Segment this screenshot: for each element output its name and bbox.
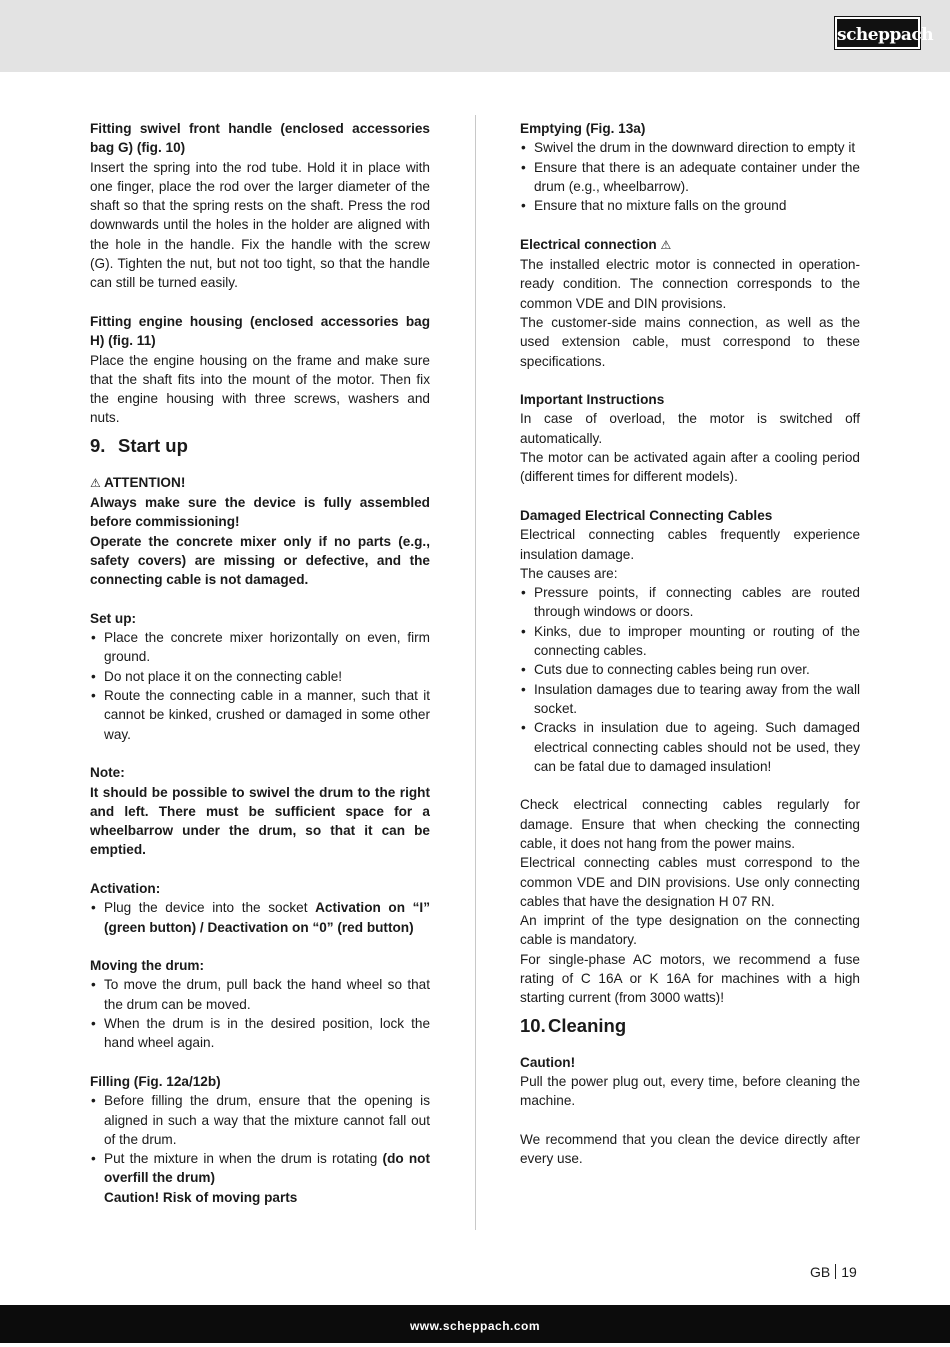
list-item: • Ensure that no mixture falls on the ground — [520, 196, 860, 215]
note-heading: Note: — [90, 765, 125, 781]
caution-text: Pull the power plug out, every time, before cleaning the machine. — [520, 1073, 860, 1109]
emptying-heading: Emptying (Fig. 13a) — [520, 121, 646, 136]
check-cables-text-2: Electrical connecting cables must correspond to the common VDE and DIN provisions. Use only connecting cables that have the designation H 07 RN. — [520, 855, 860, 909]
check-cables-text-3: An imprint of the type designation on the connecting cable is mandatory. — [520, 913, 860, 948]
engine-housing-heading: Fitting engine housing (enclosed accessories bag H) (fig. 11) — [90, 313, 430, 349]
important-heading: Important Instructions — [520, 392, 665, 408]
electrical-text-2: The customer-side mains connection, as well as the used extension cable, must correspond to these specifications. — [520, 314, 860, 369]
electrical-text-1: The installed electric motor is connected in operation-ready condition. The connection corresponds to the common VDE and DIN provisions. — [520, 257, 860, 311]
damaged-cables-list — [520, 583, 860, 776]
filling-heading: Filling (Fig. 12a/12b) — [90, 1073, 221, 1089]
setup-heading: Set up: — [90, 610, 137, 626]
moving-drum-heading: Moving the drum: — [90, 958, 205, 974]
list-item: • Route the connecting cable in a manner, such that it cannot be kinked, crushed or damaged in some other way. — [90, 686, 430, 744]
footer-url[interactable]: www.scheppach.com — [409, 1319, 541, 1333]
list-item: • Cracks in insulation due to ageing. Such damaged electrical connecting cables should not be used, they can be fatal due to damaged insulation! — [520, 718, 860, 776]
filling-caution: Caution! Risk of moving parts — [104, 1189, 298, 1205]
damaged-cables-text-1: Electrical connecting cables frequently experience insulation damage. — [520, 527, 860, 562]
emptying-list — [520, 138, 860, 215]
activation-heading: Activation: — [90, 880, 161, 896]
list-item: • Before filling the drum, ensure that the opening is aligned in such a way that the mixture cannot fall out of the drum. — [90, 1091, 430, 1149]
filling-list — [90, 1091, 430, 1207]
recommend-text: We recommend that you clean the device directly after every use. — [520, 1131, 860, 1167]
attention-label: ⚠ ATTENTION! — [90, 474, 186, 490]
left-column — [90, 119, 430, 1207]
caution-heading: Caution! — [520, 1054, 576, 1070]
important-text-2: The motor can be activated again after a cooling period (different times for different models). — [520, 450, 860, 485]
list-item: • Swivel the drum in the downward direction to empty it — [520, 138, 860, 157]
list-item: • Cuts due to connecting cables being run over. — [520, 660, 860, 679]
list-item: • Do not place it on the connecting cable! — [90, 667, 430, 686]
list-item: • Place the concrete mixer horizontally on even, firm ground. — [90, 628, 430, 667]
list-item: • To move the drum, pull back the hand wheel so that the drum can be moved. — [90, 975, 430, 1014]
attention-line-1: Always make sure the device is fully assembled before commissioning! — [90, 495, 430, 530]
section-10-heading: 10. Cleaning — [520, 1014, 627, 1036]
electrical-heading: Electrical connection ⚠ — [520, 236, 672, 252]
list-item: • Ensure that there is an adequate container under the drum (e.g., wheelbarrow). — [520, 158, 860, 197]
damaged-cables-text-2: The causes are: — [520, 565, 618, 581]
attention-line-2: Operate the concrete mixer only if no parts (e.g., safety covers) are missing or defective, and the connecting cable is not damaged. — [90, 533, 430, 588]
check-cables-text-1: Check electrical connecting cables regularly for damage. Ensure that when checking the connecting cable, it does not hang from the power mains. — [520, 797, 860, 851]
setup-list — [90, 628, 430, 744]
list-item: • Plug the device into the socket Activation on “I” (green button) / Deactivation on “0” (red button) — [90, 898, 430, 937]
list-item: • Kinks, due to improper mounting or routing of the connecting cables. — [520, 622, 860, 661]
activation-list — [90, 898, 430, 937]
engine-housing-text: Place the engine housing on the frame and make sure that the shaft fits into the mount of the motor. Then fix the engine housing with three screws, washers and nuts. — [90, 352, 430, 426]
swivel-handle-text: Insert the spring into the rod tube. Hold it in place with one finger, place the rod over the larger diameter of the shaft so that the spring rests on the shaft. Press the rod downwards until the holes in the holder are aligned with the hole in the handle. Fix the handle with the screw (G). Tighten the nut, but not too tight, so that the handle can still be turned easily. — [90, 159, 430, 291]
moving-drum-list — [90, 975, 430, 1052]
damaged-cables-heading: Damaged Electrical Connecting Cables — [520, 507, 773, 523]
warning-triangle-icon: ⚠ — [660, 237, 672, 252]
page-number: GB 19 — [810, 1264, 857, 1280]
column-divider — [475, 115, 476, 1230]
note-text: It should be possible to swivel the drum to the right and left. There must be sufficient space for a wheelbarrow under the drum, so that it can be emptied. — [90, 784, 430, 858]
brand-logo: scheppach — [835, 17, 920, 49]
list-item: • When the drum is in the desired position, lock the hand wheel again. — [90, 1014, 430, 1053]
right-column — [520, 119, 860, 1168]
header-bar — [0, 0, 950, 72]
footer-bar — [0, 1305, 950, 1343]
check-cables-text-4: For single-phase AC motors, we recommend a fuse rating of C 16A or K 16A for machines with a high starting current (from 3000 watts)! — [520, 951, 860, 1006]
swivel-handle-heading: Fitting swivel front handle (enclosed accessories bag G) (fig. 10) — [90, 121, 430, 156]
warning-triangle-icon: ⚠ — [90, 475, 101, 490]
important-text-1: In case of overload, the motor is switched off automatically. — [520, 411, 860, 446]
list-item: • Put the mixture in when the drum is rotating (do not overfill the drum) Caution! Risk of moving parts — [90, 1149, 430, 1207]
list-item: • Pressure points, if connecting cables are routed through windows or doors. — [520, 583, 860, 622]
section-9-heading: 9. Start up — [90, 434, 188, 456]
list-item: • Insulation damages due to tearing away from the wall socket. — [520, 680, 860, 719]
